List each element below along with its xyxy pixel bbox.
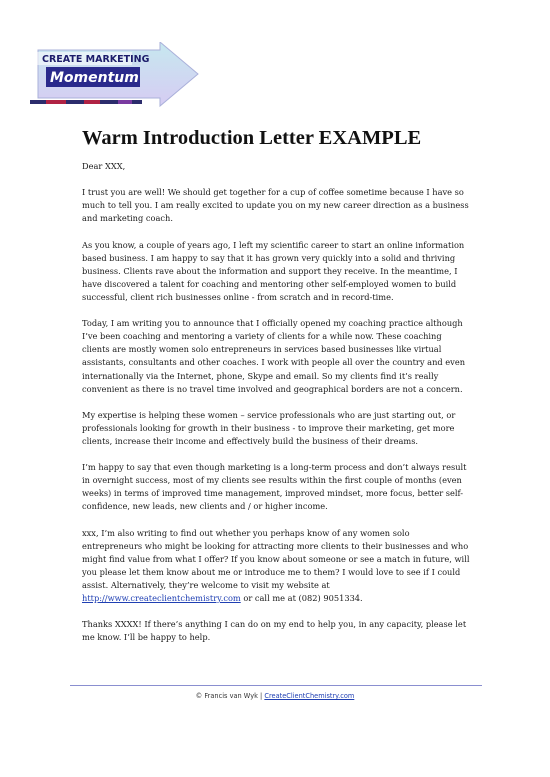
paragraph-intro: I trust you are well! We should get together for a cup of coffee sometime because I have so much to tell you. I am really excited to update you on my new career direction as a business and marketing coach.	[82, 187, 469, 224]
create-marketing-momentum-logo	[30, 42, 200, 116]
footer-copyright: © Francis van Wyk |	[195, 692, 265, 700]
paragraph-results: I’m happy to say that even though marketing is a long-term process and don’t always result in overnight success, most of my clients see results within the first couple of months (even weeks) in terms of improved time management, improved mindset, more focus, better self-confidence, new leads, new clients and / or higher income.	[82, 462, 467, 512]
logo-line-2: Momentum	[50, 70, 139, 86]
salutation: Dear XXX,	[82, 161, 126, 171]
logo-line-1: CREATE MARKETING	[42, 54, 150, 65]
page-title: Warm Introduction Letter EXAMPLE	[82, 127, 422, 149]
letter-body	[82, 160, 470, 644]
paragraph-announcement: Today, I am writing you to announce that I officially opened my coaching practice although I’ve been coaching and mentoring a variety of clients for a while now. These coaching clients are mostly women solo entrepreneurs in services based businesses like virtual assistants, consultants and other coaches. I work with people all over the country and even internationally via the Internet, phone, Skype and email. So my clients find it’s really convenient as there is no travel time involved and geographical borders are not a concern.	[82, 318, 466, 394]
footer-link[interactable]: CreateClientChemistry.com	[264, 692, 355, 700]
page-footer	[0, 692, 550, 700]
paragraph-referral-request: xxx, I’m also writing to find out whether you perhaps know of any women solo entrepreneurs who might be looking for attracting more clients to their businesses and who might find value from what I offer? If you know about someone or see a match in future, will you please let them know about me or introduce me to them? I would love to see if I could assist. Alternatively, they’re welcome to visit my website at http://www.createclientchemistry.com or call me at (082) 9051334.	[82, 527, 470, 604]
paragraph-expertise: My expertise is helping these women – service professionals who are just starting out, or professionals looking for growth in their business - to improve their marketing, get more clients, increase their income and effectively build the business of their dreams.	[82, 409, 456, 446]
website-link[interactable]: http://www.createclientchemistry.com	[82, 593, 241, 604]
footer-divider	[70, 685, 482, 686]
paragraph-closing: Thanks XXXX! If there’s anything I can do on my end to help you, in any capacity, please let me know. I’ll be happy to help.	[82, 619, 467, 643]
paragraph-background: As you know, a couple of years ago, I left my scientific career to start an online information based business. I am happy to say that it has grown very quickly into a solid and thriving business. Clients rave about the information and support they receive. In the meantime, I have discovered a talent for coaching and mentoring other self-employed women to build successful, client rich businesses online - from scratch and in record-time.	[82, 239, 465, 302]
